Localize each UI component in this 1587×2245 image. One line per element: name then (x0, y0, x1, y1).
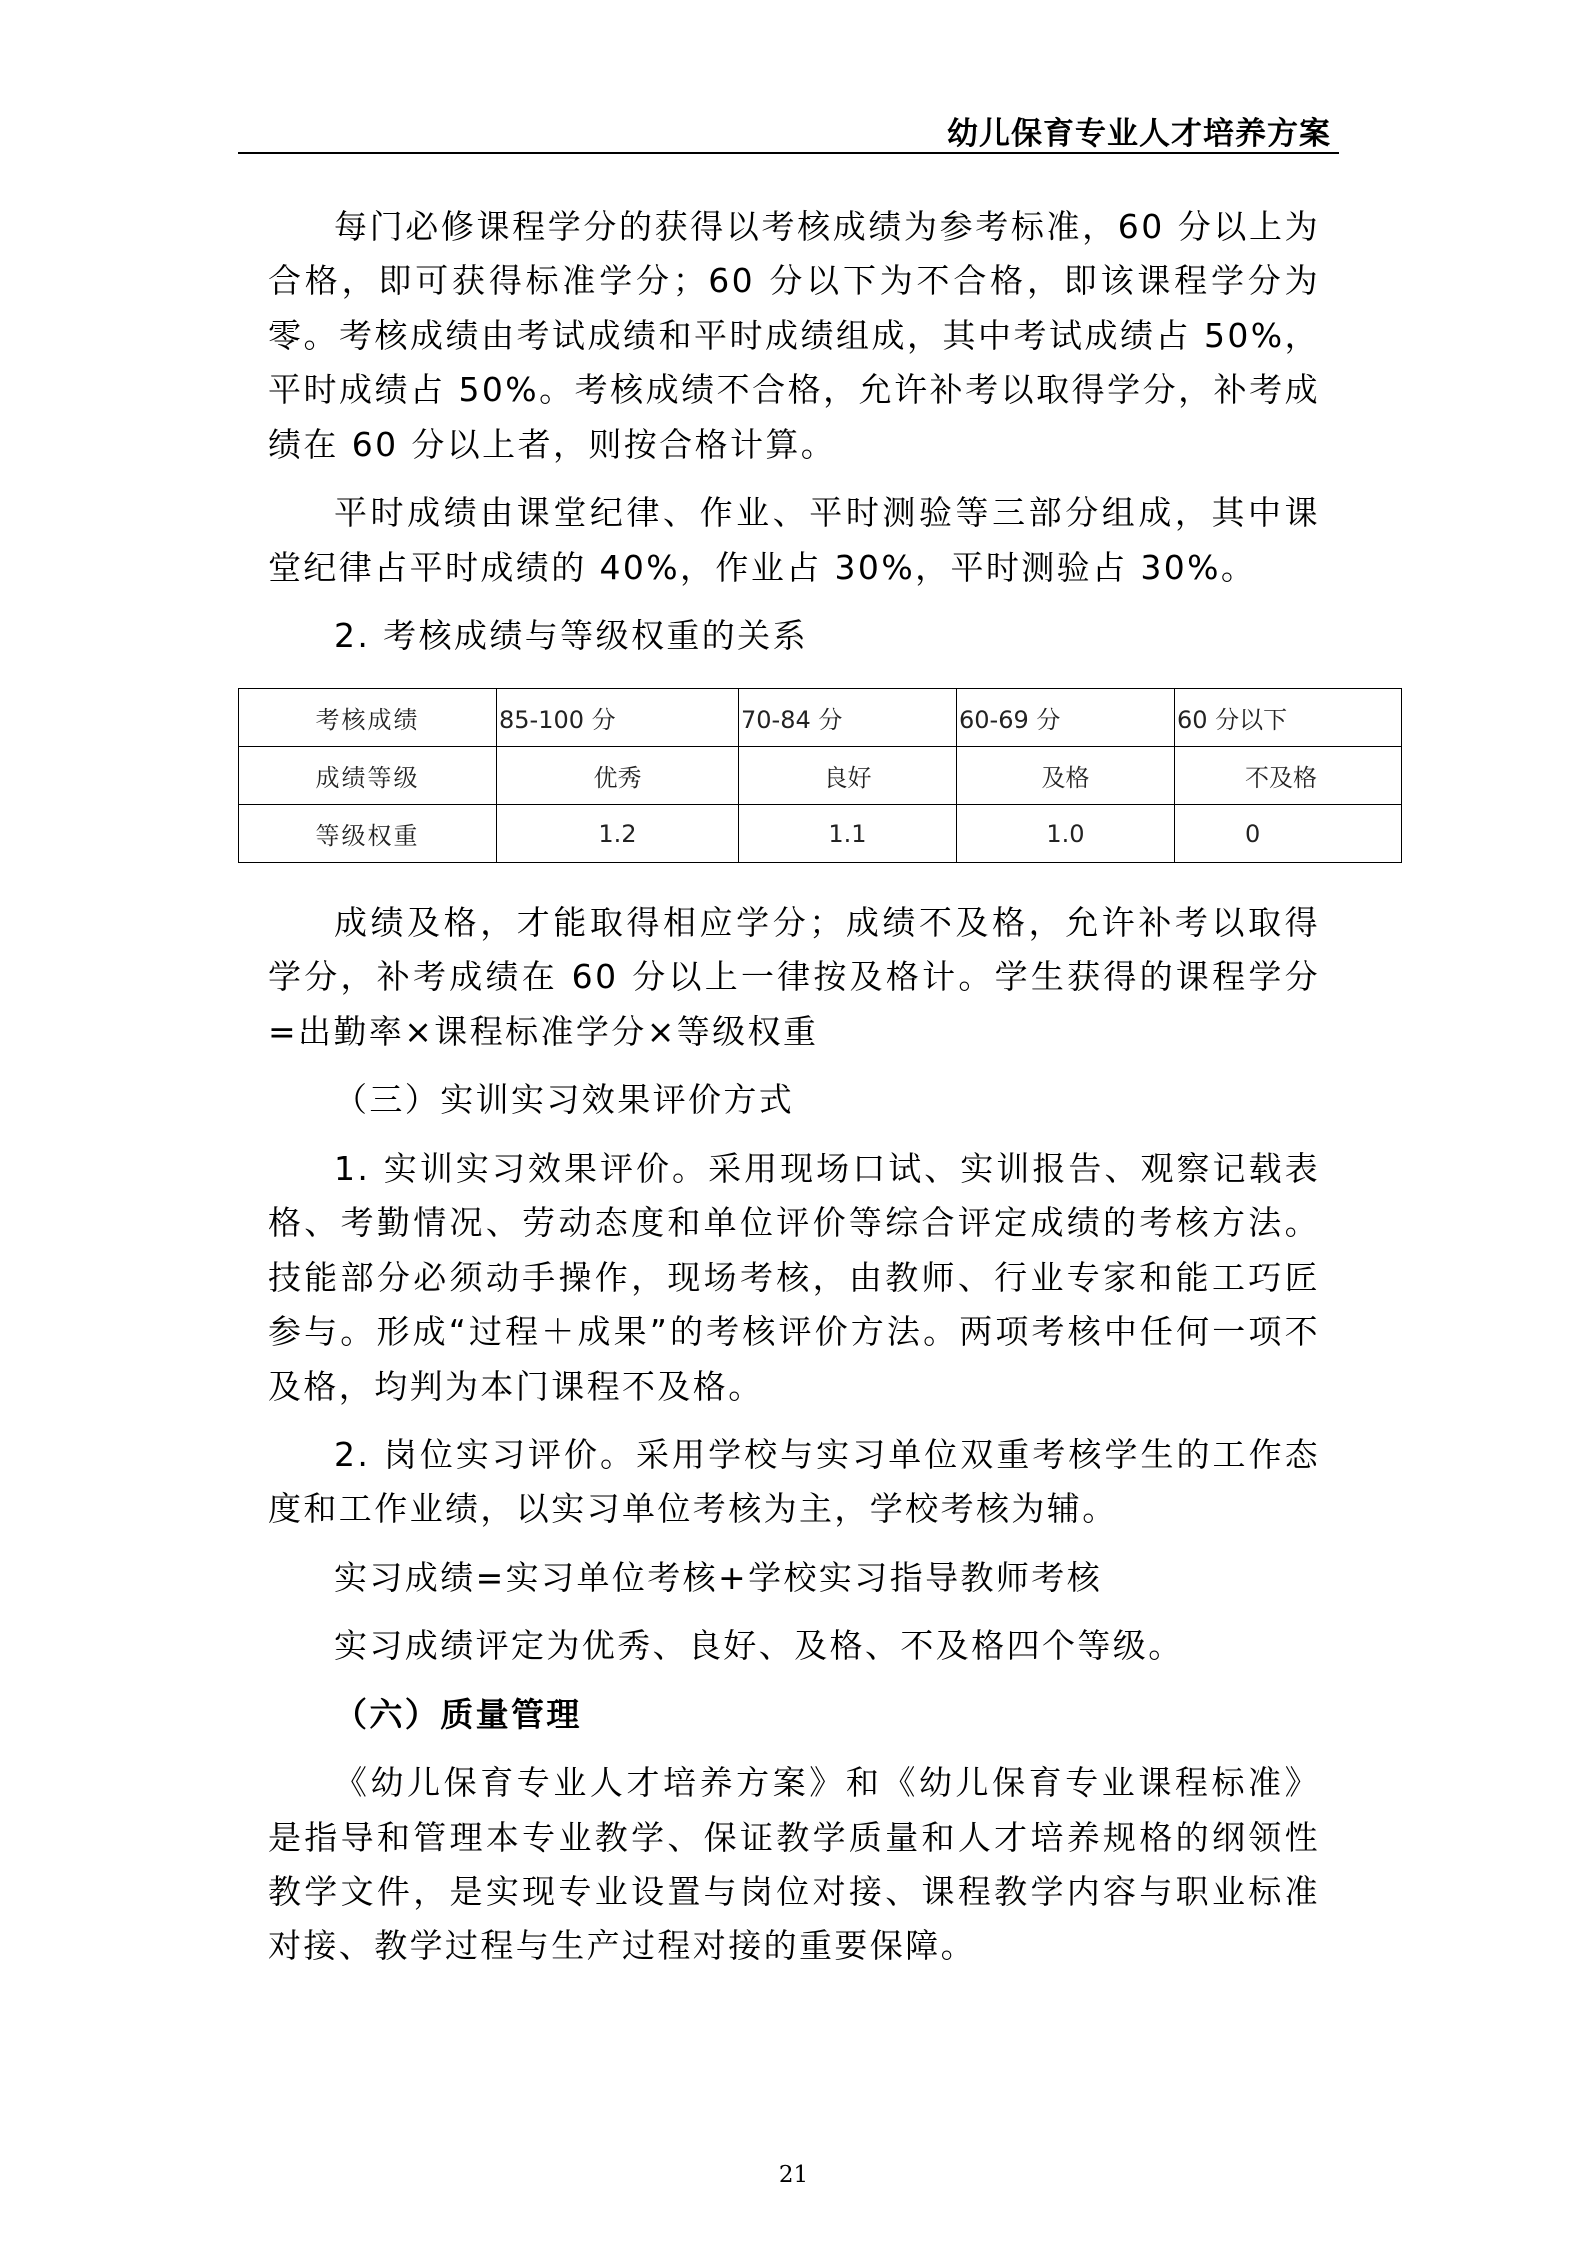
table-cell: 等级权重 (239, 805, 497, 863)
text-block-lower (268, 896, 1320, 1974)
paragraph-internship-evaluation: 2. 岗位实习评价。采用学校与实习单位双重考核学生的工作态度和工作业绩，以实习单位考核为主，学校考核为辅。 (268, 1434, 1320, 1529)
header-rule (238, 152, 1339, 154)
table-row (239, 747, 1402, 805)
table-cell: 1.1 (739, 805, 957, 863)
table-cell: 良好 (739, 747, 957, 805)
table-cell: 成绩等级 (239, 747, 497, 805)
table-cell: 1.2 (497, 805, 739, 863)
table-cell: 0 (1175, 805, 1402, 863)
table-cell: 及格 (957, 747, 1175, 805)
table-cell: 85-100 分 (497, 689, 739, 747)
paragraph-internship-formula: 实习成绩=实习单位考核+学校实习指导教师考核 (334, 1557, 1103, 1597)
text-block-upper (268, 200, 1320, 664)
paragraph-training-evaluation: 1. 实训实习效果评价。采用现场口试、实训报告、观察记载表格、考勤情况、劳动态度和单位评价等综合评定成绩的考核方法。技能部分必须动手操作，现场考核，由教师、行业专家和能工巧匠参与。形成“过程＋成果”的考核评价方法。两项考核中任何一项不及格，均判为本门课程不及格。 (268, 1148, 1320, 1406)
paragraph-quality-management: 《幼儿保育专业人才培养方案》和《幼儿保育专业课程标准》是指导和管理本专业教学、保证教学质量和人才培养规格的纲领性教学文件，是实现专业设置与岗位对接、课程教学内容与职业标准对接、教学过程与生产过程对接的重要保障。 (268, 1763, 1320, 1966)
running-header-title: 幼儿保育专业人才培养方案 (947, 116, 1331, 152)
table-cell: 考核成绩 (239, 689, 497, 747)
grade-weight-table (238, 688, 1402, 863)
table-cell: 60-69 分 (957, 689, 1175, 747)
paragraph-internship-levels: 实习成绩评定为优秀、良好、及格、不及格四个等级。 (334, 1626, 1184, 1666)
heading-quality-management: （六）质量管理 (334, 1694, 582, 1734)
table-row (239, 805, 1402, 863)
heading-grade-weight: 2. 考核成绩与等级权重的关系 (334, 616, 808, 656)
table-cell: 70-84 分 (739, 689, 957, 747)
page-number: 21 (778, 2162, 809, 2188)
table-cell: 1.0 (957, 805, 1175, 863)
table-row (239, 689, 1402, 747)
paragraph-pass-rule: 成绩及格，才能取得相应学分；成绩不及格，允许补考以取得学分，补考成绩在 60 分以上一律按及格计。学生获得的课程学分=出勤率×课程标准学分×等级权重 (268, 903, 1320, 1051)
paragraph-regular-grade: 平时成绩由课堂纪律、作业、平时测验等三部分组成，其中课堂纪律占平时成绩的 40%，作业占 30%，平时测验占 30%。 (268, 493, 1320, 587)
table-cell: 不及格 (1175, 747, 1402, 805)
table-cell: 60 分以下 (1175, 689, 1402, 747)
paragraph-credit-rules: 每门必修课程学分的获得以考核成绩为参考标准，60 分以上为合格，即可获得标准学分；60 分以下为不合格，即该课程学分为零。考核成绩由考试成绩和平时成绩组成，其中考试成绩占 50%，平时成绩占 50%。考核成绩不合格，允许补考以取得学分，补考成绩在 60 分以上者，则按合格计算。 (268, 207, 1320, 464)
table-cell: 优秀 (497, 747, 739, 805)
heading-training-evaluation: （三）实训实习效果评价方式 (334, 1080, 795, 1120)
